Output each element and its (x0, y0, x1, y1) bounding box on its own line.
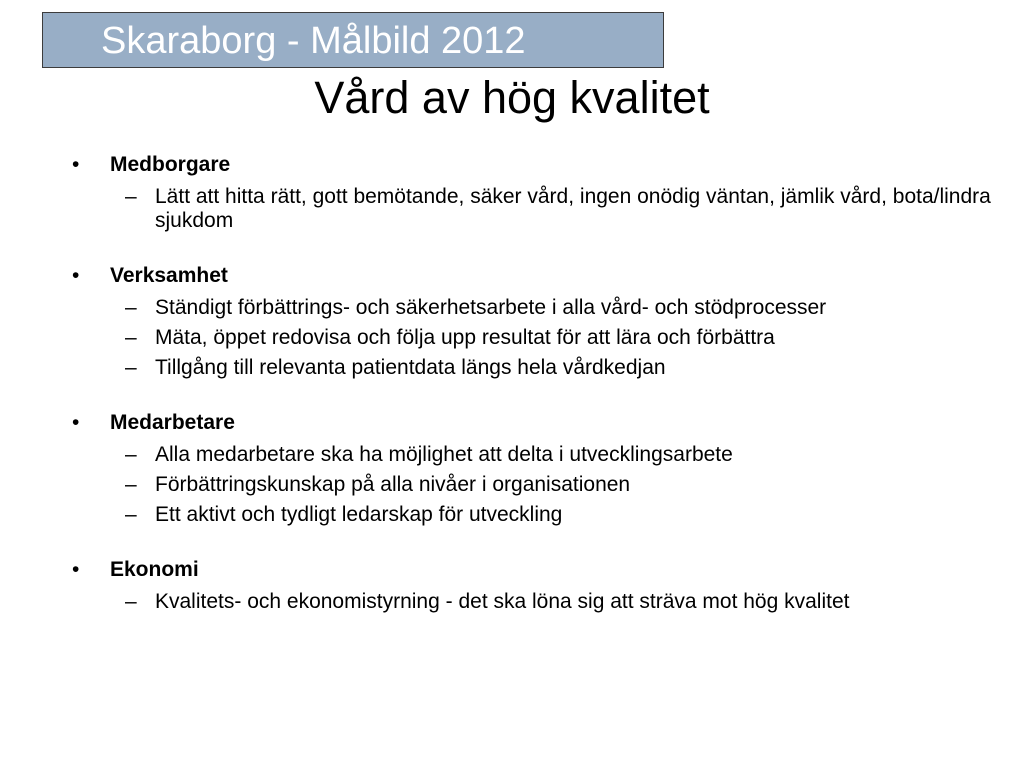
dash-icon: – (125, 326, 137, 349)
dash-icon: – (125, 356, 137, 379)
dash-icon: – (125, 503, 137, 526)
dash-icon: – (125, 296, 137, 319)
list-item (72, 590, 992, 614)
section-verksamhet (72, 262, 992, 380)
bullet-heading (72, 151, 992, 179)
header-text: Skaraborg - Målbild 2012 (101, 20, 526, 62)
bullet-icon: • (72, 153, 80, 176)
section-medarbetare (72, 409, 992, 527)
list-item-text: Ständigt förbättrings- och säkerhetsarbete i alla vård- och stödprocesser (155, 296, 827, 319)
list-item (72, 296, 992, 320)
list-item-text: Mäta, öppet redovisa och följa upp resultat för att lära och förbättra (155, 326, 775, 349)
list-item (72, 503, 992, 527)
bullet-icon: • (72, 411, 80, 434)
list-item-text: Lätt att hitta rätt, gott bemötande, säker vård, ingen onödig väntan, jämlik vård, bota/lindra sjukdom (155, 185, 991, 232)
dash-icon: – (125, 590, 137, 613)
list-item-text: Förbättringskunskap på alla nivåer i organisationen (155, 473, 631, 496)
bullet-icon: • (72, 264, 80, 287)
list-item-text: Tillgång till relevanta patientdata längs hela vårdkedjan (155, 356, 666, 379)
list-item-text: Alla medarbetare ska ha möjlighet att delta i utvecklingsarbete (155, 443, 733, 466)
header-banner (42, 12, 664, 68)
section-heading: Medborgare (110, 153, 231, 176)
list-item (72, 443, 992, 467)
section-heading: Verksamhet (110, 264, 228, 287)
section-heading: Ekonomi (110, 558, 199, 581)
bullet-heading (72, 409, 992, 437)
list-item (72, 185, 992, 233)
list-item-text: Ett aktivt och tydligt ledarskap för utveckling (155, 503, 563, 526)
list-item (72, 473, 992, 497)
bullet-heading (72, 556, 992, 584)
list-item (72, 326, 992, 350)
dash-icon: – (125, 185, 137, 208)
section-medborgare (72, 151, 992, 233)
dash-icon: – (125, 473, 137, 496)
dash-icon: – (125, 443, 137, 466)
slide-title: Vård av hög kvalitet (314, 72, 710, 123)
bullet-heading (72, 262, 992, 290)
section-heading: Medarbetare (110, 411, 235, 434)
bullet-icon: • (72, 558, 80, 581)
section-ekonomi (72, 556, 992, 614)
bullet-list (72, 151, 992, 614)
list-item-text: Kvalitets- och ekonomistyrning - det ska löna sig att sträva mot hög kvalitet (155, 590, 850, 613)
list-item (72, 356, 992, 380)
